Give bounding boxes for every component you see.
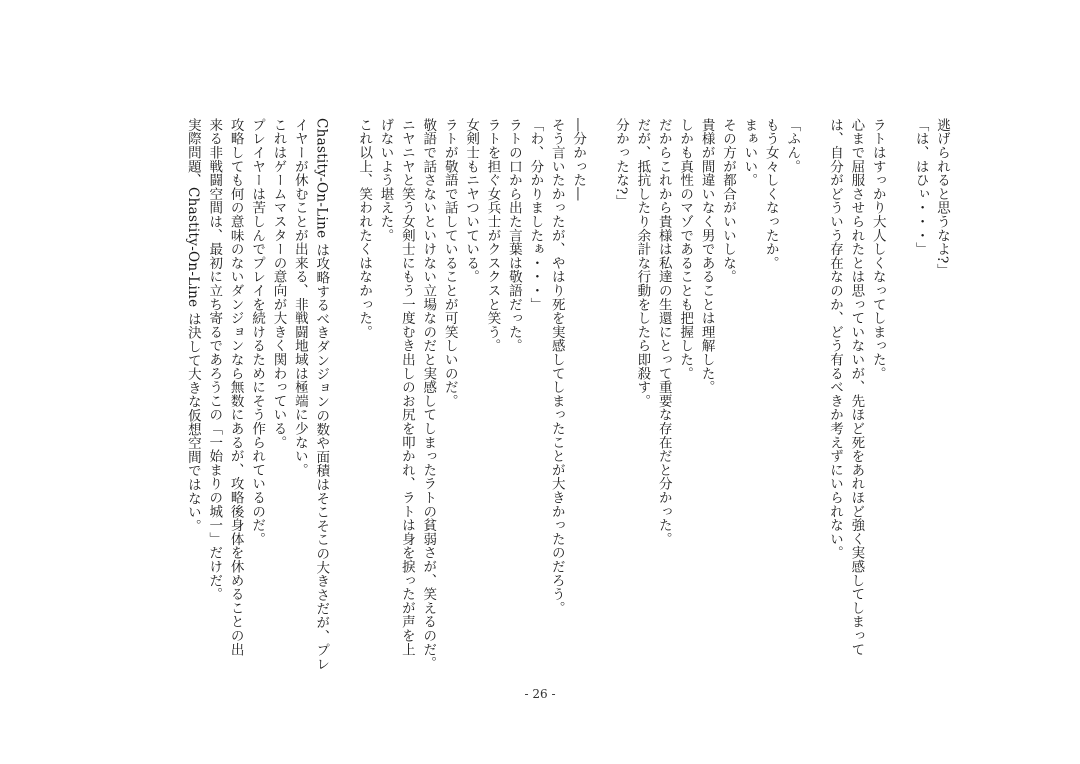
text-line: ラトはすっかり大人しくなってしまった。	[869, 118, 886, 381]
text-line: 心まで屈服させられたとは思っていないが、先ほど死をあれほど強く実感してしまって	[848, 118, 865, 657]
text-line: しかも真性のマゾであることも把握した。	[677, 118, 694, 381]
text-line: ラトの口から出た言葉は敬語だった。	[505, 118, 522, 353]
text-line: 逃げられると思うなよ?」	[934, 118, 950, 278]
blank-line	[802, 118, 823, 678]
blank-line	[588, 118, 609, 678]
text-line: ニヤニヤと笑う女剣士にもう一度むき出しのお尻を叩かれ、ラトは身を捩ったが声を上	[398, 118, 415, 657]
text-line: Chastity-On-Line は攻略するべきダンジョンの数や面積はそこそこの大きさだが、プレ	[313, 118, 330, 671]
text-line: 「ふん。	[784, 118, 801, 174]
text-line: 攻略しても何の意味のないダンジョンなら無数にあるが、攻略後身体を休めることの出	[227, 118, 244, 657]
text-line: イヤーが休むことが出来る、非戦闘地域は極端に少ない。	[291, 118, 308, 477]
text-line: プレイヤーは苦しんでプレイを続けるためにそう作られているのだ。	[249, 118, 266, 546]
text-line: は、自分がどういう存在なのか、どう有るべきか考えずにいられない。	[826, 118, 843, 560]
text-line: だからこれから貴様は私達の生還にとって重要な存在だと分かった。	[655, 118, 672, 546]
vertical-text-body	[181, 118, 952, 678]
blank-line	[888, 118, 909, 678]
text-line: そう言いたかったが、やはり死を実感してしまったことが大きかったのだろう。	[548, 118, 565, 615]
text-line: 来る非戦闘空間は、最初に立ち寄るであろうこの「一始まりの城一」だけだ。	[206, 118, 223, 601]
text-line: げないよう堪えた。	[377, 118, 394, 243]
text-line: ラトを担ぐ女兵士がクスクスと笑う。	[484, 118, 501, 353]
text-line: これはゲームマスターの意向が大きく関わっている。	[270, 118, 287, 450]
text-line: だが、抵抗したり余計な行動をしたら即殺す。	[634, 118, 651, 408]
text-line: これ以上、笑われたくはなかった。	[356, 118, 373, 339]
text-line: 実際問題、Chastity-On-Line は決して大きな仮想空間ではない。	[184, 118, 201, 533]
text-line: その方が都合がいいしな。	[719, 118, 736, 284]
text-line: ―分かった―	[570, 118, 587, 201]
text-line: ラトが敬語で話していることが可笑しいのだ。	[441, 118, 458, 408]
text-line: 「は、はひぃ・・・」	[912, 118, 929, 256]
text-line: まぁいい。	[741, 118, 758, 187]
text-line: もう女々しくなったか。	[762, 118, 779, 270]
text-line: 女剣士もニヤついている。	[463, 118, 480, 284]
page-number: - 26 -	[524, 687, 556, 701]
text-line: 「わ、分かりましたぁ・・・」	[527, 118, 544, 312]
text-line: 貴様が間違いなく男であることは理解した。	[698, 118, 715, 394]
text-line: 敬語で話さないといけない立場なのだと実感してしまったラトの貧弱さが、笑えるのだ。	[420, 118, 437, 670]
blank-line	[331, 118, 352, 678]
text-line: 分かったな?」	[612, 118, 629, 209]
